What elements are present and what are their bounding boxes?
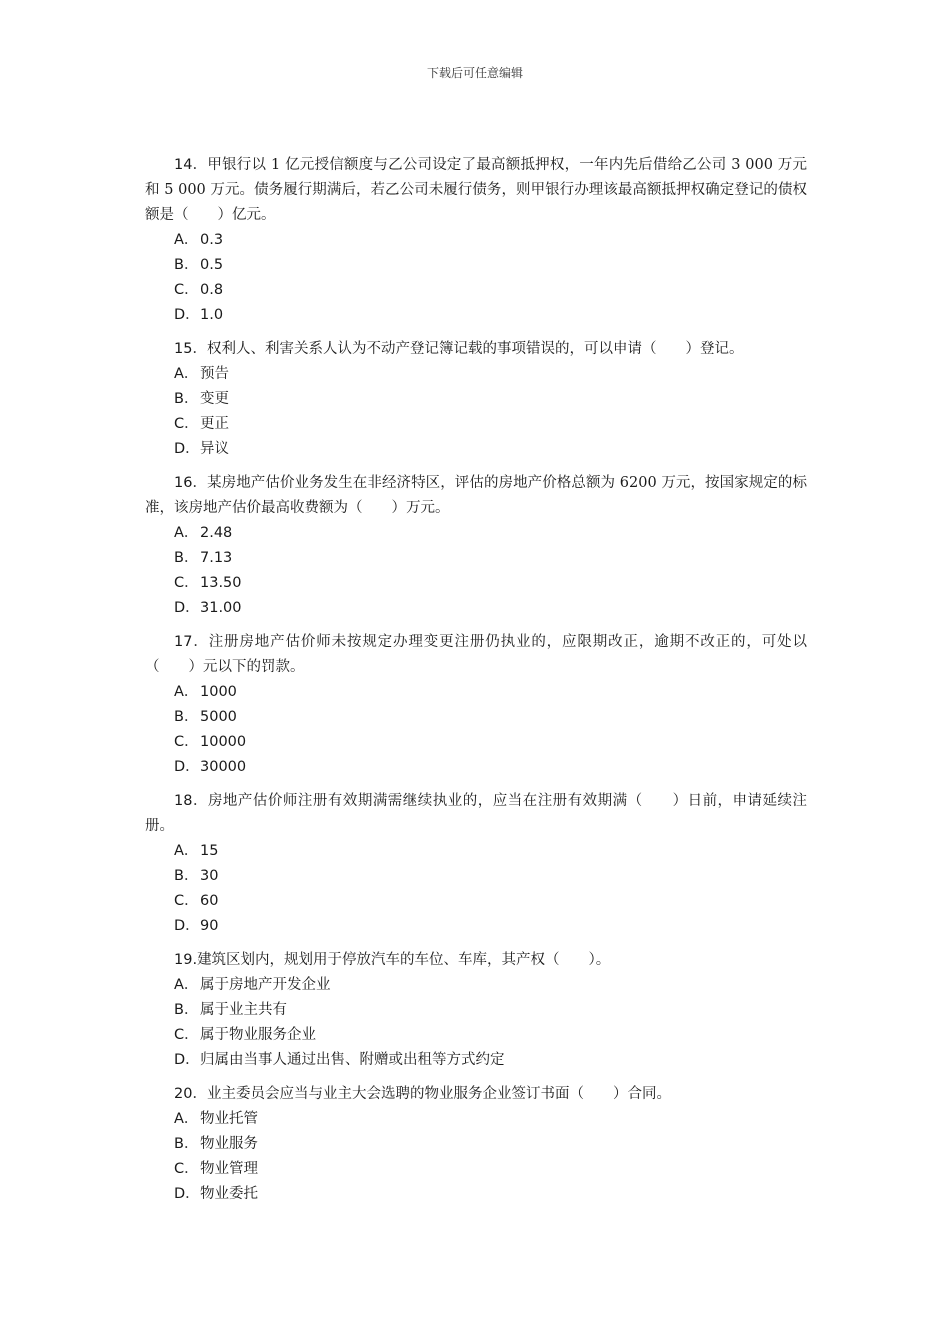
option-c: C．物业管理 <box>174 1161 258 1177</box>
question-list <box>145 153 807 1216</box>
option-d: D．31.00 <box>174 600 242 616</box>
question-16 <box>145 471 807 621</box>
option-c: C．更正 <box>174 416 229 432</box>
option-c: C．10000 <box>174 734 247 750</box>
option-list <box>145 362 807 462</box>
option-a: A． 2.48 <box>174 525 233 541</box>
question-stem <box>145 630 807 680</box>
option-a: A． 0.3 <box>174 232 224 248</box>
question-number: 20． <box>174 1086 207 1102</box>
option-d: D．异议 <box>174 441 229 457</box>
question-number: 14． <box>174 157 208 173</box>
question-stem <box>145 153 807 228</box>
option-a: A． 属于房地产开发企业 <box>174 977 331 993</box>
question-14 <box>145 153 807 328</box>
option-list <box>145 521 807 621</box>
question-stem <box>145 471 807 521</box>
question-20 <box>145 1082 807 1207</box>
option-d: D．1.0 <box>174 307 224 323</box>
option-c: C．0.8 <box>174 282 224 298</box>
option-list <box>145 228 807 328</box>
question-stem <box>145 789 807 839</box>
question-text: 房地产估价师注册有效期满需继续执业的，应当在注册有效期满（ ）日前，申请延续注册。 <box>145 793 808 834</box>
question-stem <box>145 1082 807 1107</box>
option-b: B． 0.5 <box>174 257 224 273</box>
question-text: 甲银行以 1 亿元授信额度与乙公司设定了最高额抵押权，一年内先后借给乙公司 3 000 万元和 5 000 万元。债务履行期满后，若乙公司未履行债务，则甲银行办理该最高额抵押权确定登记的债权额是（ ）亿元。 <box>145 157 807 223</box>
option-c: C．13.50 <box>174 575 242 591</box>
option-b: B． 30 <box>174 868 219 884</box>
option-b: B． 属于业主共有 <box>174 1002 287 1018</box>
question-stem <box>145 948 807 973</box>
option-a: A． 物业托管 <box>174 1111 258 1127</box>
question-number: 19. <box>174 952 198 968</box>
question-19 <box>145 948 807 1073</box>
question-text: 建筑区划内，规划用于停放汽车的车位、车库，其产权（ ）。 <box>197 952 611 968</box>
option-a: A． 预告 <box>174 366 229 382</box>
option-d: D．归属由当事人通过出售、附赠或出租等方式约定 <box>174 1052 505 1068</box>
option-list <box>145 839 807 939</box>
option-a: A． 1000 <box>174 684 237 700</box>
option-c: C．属于物业服务企业 <box>174 1027 316 1043</box>
option-list <box>145 973 807 1073</box>
question-text: 权利人、利害关系人认为不动产登记簿记载的事项错误的，可以申请（ ）登记。 <box>206 341 744 357</box>
question-17 <box>145 630 807 780</box>
option-d: D．物业委托 <box>174 1186 258 1202</box>
option-d: D．30000 <box>174 759 247 775</box>
question-18 <box>145 789 807 939</box>
option-d: D．90 <box>174 918 219 934</box>
option-b: B． 变更 <box>174 391 229 407</box>
option-a: A． 15 <box>174 843 219 859</box>
question-number: 16． <box>174 475 208 491</box>
question-15 <box>145 337 807 462</box>
option-list <box>145 680 807 780</box>
question-number: 18． <box>174 793 208 809</box>
question-text: 注册房地产估价师未按规定办理变更注册仍执业的，应限期改正，逾期不改正的，可处以（ ）元以下的罚款。 <box>145 634 808 675</box>
question-number: 15． <box>174 341 207 357</box>
question-stem <box>145 337 807 362</box>
option-b: B． 7.13 <box>174 550 233 566</box>
question-text: 某房地产估价业务发生在非经济特区，评估的房地产价格总额为 6200 万元，按国家规定的标准，该房地产估价最高收费额为（ ）万元。 <box>145 475 807 516</box>
page-header: 下载后可任意编辑 <box>426 66 523 80</box>
option-list <box>145 1107 807 1207</box>
question-text: 业主委员会应当与业主大会选聘的物业服务企业签订书面（ ）合同。 <box>206 1086 671 1102</box>
option-b: B． 物业服务 <box>174 1136 258 1152</box>
option-b: B． 5000 <box>174 709 237 725</box>
question-number: 17． <box>174 634 209 650</box>
option-c: C．60 <box>174 893 219 909</box>
